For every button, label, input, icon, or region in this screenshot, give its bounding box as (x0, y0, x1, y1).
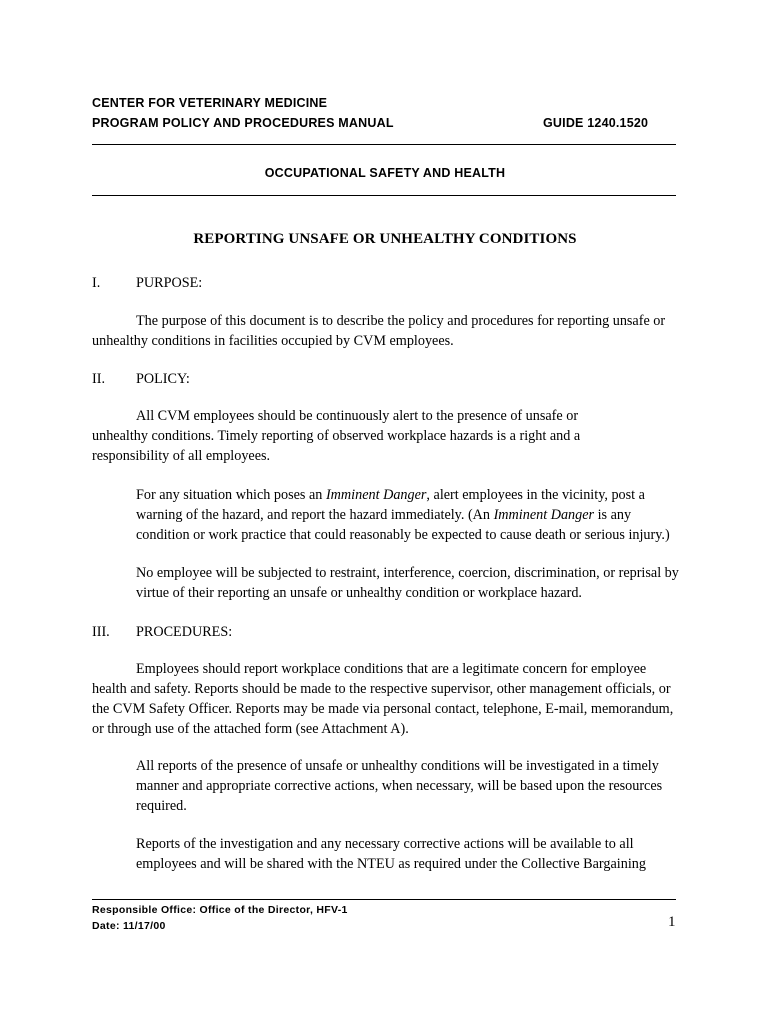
footer-rule (92, 899, 676, 900)
procedures-paragraph-1: Employees should report workplace conditions that are a legitimate concern for employee health and safety. Reports should be made to the respective supervisor, other management officials, or the CVM Safety Officer. Reports may be made via personal contact, telephone, E-mail, memorandum, or through use of the attached form (see Attachment A). (92, 661, 674, 737)
section-heading: POLICY: (136, 371, 190, 387)
manual-name: PROGRAM POLICY AND PROCEDURES MANUAL (92, 116, 394, 130)
text-run: is any condition or work practice that could reasonably be expected to cause death or serious injury.) (136, 507, 670, 543)
section-heading: PROCEDURES: (136, 624, 233, 640)
text-run: For any situation which poses an (136, 487, 326, 503)
text-run: , alert employees in the vicinity, post a warning of the hazard, and report the hazard immediately. (An (136, 487, 645, 523)
policy-paragraph-1: All CVM employees should be continuously alert to the presence of unsafe or unhealthy conditions. Timely reporting of observed workplace hazards is a right and a responsibility of all employees. (92, 408, 581, 464)
procedures-paragraph-3: Reports of the investigation and any necessary corrective actions will be available to all employees and will be shared with the NTEU as required under the Collective Bargaining (136, 836, 646, 872)
org-name: CENTER FOR VETERINARY MEDICINE (92, 96, 328, 110)
section-number: I. (92, 275, 101, 291)
policy-paragraph-2 (136, 485, 686, 545)
page-number: 1 (668, 914, 676, 930)
purpose-paragraph: The purpose of this document is to describe the policy and procedures for reporting unsafe or unhealthy conditions in facilities occupied by CVM employees. (92, 313, 666, 349)
section-number: II. (92, 371, 105, 387)
procedures-paragraph-2: All reports of the presence of unsafe or unhealthy conditions will be investigated in a timely manner and appropriate corrective actions, when necessary, will be based upon the resources required. (136, 758, 663, 814)
section-heading: PURPOSE: (136, 275, 203, 291)
policy-paragraph-3: No employee will be subjected to restraint, interference, coercion, discrimination, or reprisal by virtue of their reporting an unsafe or unhealthy condition or workplace hazard. (136, 565, 679, 601)
header-rule-top (92, 144, 676, 145)
header-rule-bottom (92, 195, 676, 196)
document-title: REPORTING UNSAFE OR UNHEALTHY CONDITIONS (193, 231, 577, 247)
responsible-office: Responsible Office: Office of the Director, HFV-1 (92, 904, 348, 916)
category-title: OCCUPATIONAL SAFETY AND HEALTH (264, 166, 506, 180)
emphasis: Imminent Danger (325, 487, 427, 503)
guide-number: GUIDE 1240.1520 (543, 116, 649, 130)
emphasis: Imminent Danger (493, 507, 595, 523)
document-date: Date: 11/17/00 (92, 920, 166, 932)
section-number: III. (92, 624, 110, 640)
